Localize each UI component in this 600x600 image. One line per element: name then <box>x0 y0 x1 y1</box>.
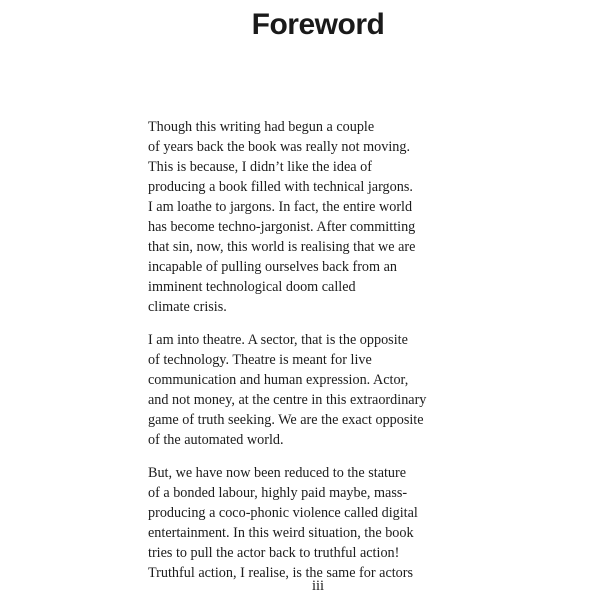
text-line: tries to pull the actor back to truthful action! <box>148 545 400 561</box>
text-line: game of truth seeking. We are the exact opposite <box>148 412 424 428</box>
text-line: Truthful action, I realise, is the same for actors <box>148 565 414 581</box>
text-line: communication and human expression. Actor, <box>148 372 409 388</box>
text-line: imminent technological doom called <box>148 279 356 295</box>
text-line: that sin, now, this world is realising that we are <box>148 239 416 255</box>
text-line: of the automated world. <box>148 432 284 448</box>
paragraph-2 <box>148 330 428 450</box>
text-line: of a bonded labour, highly paid maybe, mass- <box>148 485 408 501</box>
text-line: I am into theatre. A sector, that is the opposite <box>148 332 408 348</box>
text-line: producing a coco-phonic violence called digital <box>148 505 418 521</box>
text-line: climate crisis. <box>148 299 227 315</box>
text-line: But, we have now been reduced to the stature <box>148 465 407 481</box>
page-number: iii <box>311 578 325 594</box>
paragraph-1 <box>148 117 428 317</box>
text-line: entertainment. In this weird situation, the book <box>148 525 414 541</box>
text-line: has become techno-jargonist. After committing <box>148 219 416 235</box>
text-line: I am loathe to jargons. In fact, the entire world <box>148 199 413 215</box>
text-line: of technology. Theatre is meant for live <box>148 352 372 368</box>
page-title: Foreword <box>251 8 385 41</box>
paragraph-3 <box>148 463 428 583</box>
text-line: This is because, I didn’t like the idea of <box>148 159 372 175</box>
text-line: and not money, at the centre in this extraordinary <box>148 392 427 408</box>
text-line: producing a book filled with technical jargons. <box>148 179 413 195</box>
text-line: Though this writing had begun a couple <box>148 119 375 135</box>
text-line: incapable of pulling ourselves back from an <box>148 259 397 275</box>
text-line: of years back the book was really not moving. <box>148 139 411 155</box>
body-text <box>148 117 428 596</box>
